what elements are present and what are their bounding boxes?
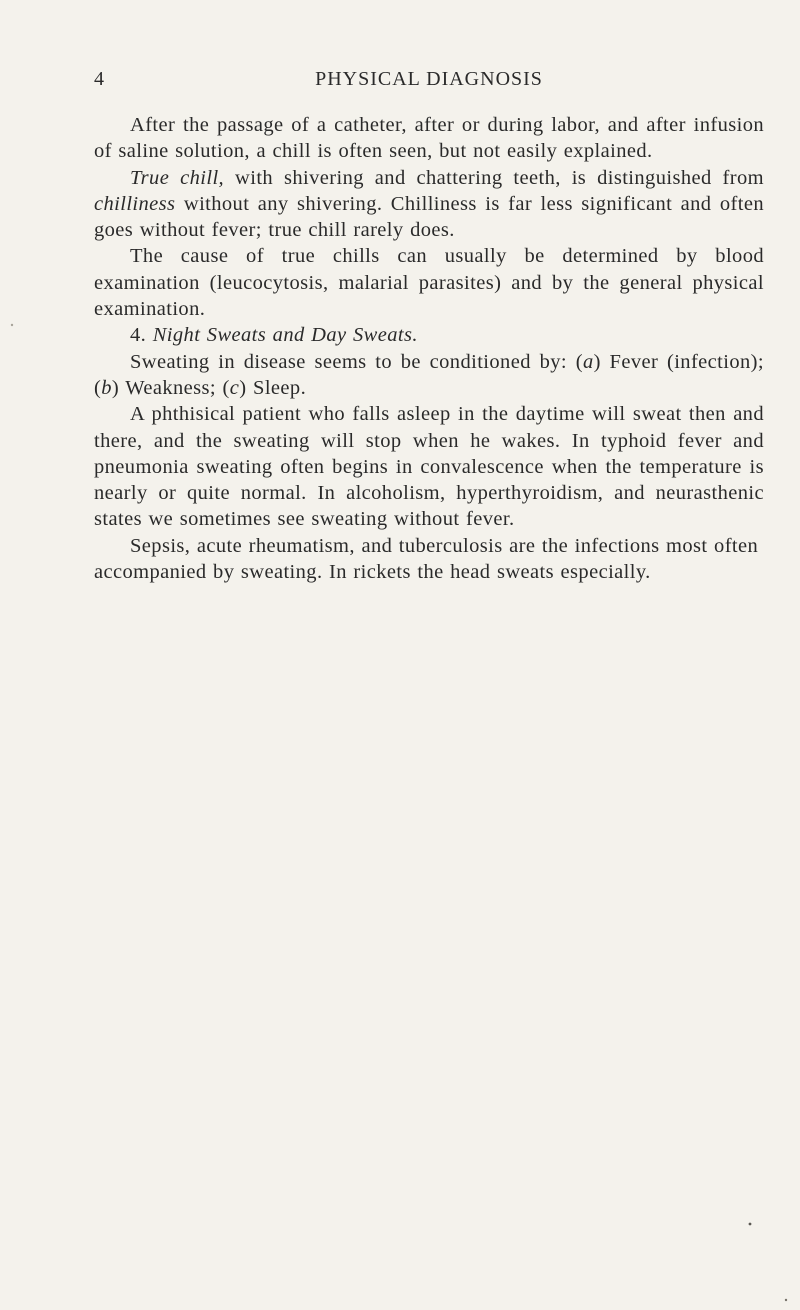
section-title: Night Sweats and Day Sweats. — [152, 324, 418, 347]
paragraph-phthisical-patient: A phthisical patient who falls asleep in the daytime will sweat then and there, and the sweating will stop when he wakes. In typhoid fever and pneumonia sweating often begins in convalescence when the temperature is nearly or quite normal. In alcoholism, hyperthyroidism, and neurasthenic states we sometimes see sweating without fever. — [94, 403, 764, 531]
paragraph-true-chill — [94, 165, 764, 244]
condition-sleep: ) Sleep. — [239, 376, 307, 399]
paragraph-catheter-chill: After the passage of a catheter, after or during labor, and after infusion of saline solution, a chill is often seen, but not easily explained. — [94, 114, 764, 163]
body-text — [94, 112, 764, 585]
page-number: 4 — [94, 68, 105, 90]
paper-speck — [785, 1299, 787, 1301]
sweating-lead: Sweating in disease seems to be conditioned by: ( — [130, 350, 583, 373]
running-head — [94, 68, 764, 96]
term-true-chill: True chill, — [130, 166, 225, 189]
term-chilliness: chilliness — [94, 192, 176, 215]
running-title: PHYSICAL DIAGNOSIS — [315, 68, 543, 90]
marker-c: c — [229, 376, 240, 399]
marker-a: a — [582, 350, 594, 373]
paper-speck — [749, 1223, 752, 1226]
paragraph-true-chill-text-1: with shivering and chattering teeth, is distinguished from — [224, 166, 764, 189]
condition-fever: ) Fever (infection); ( — [94, 350, 764, 399]
paragraph-cause-of-chills: The cause of true chills can usually be determined by blood examination (leucocytosis, malarial parasites) and by the general physical examination. — [94, 245, 764, 321]
section-heading — [94, 322, 764, 348]
paragraph-infections: Sepsis, acute rheumatism, and tuberculosis are the infections most often accompanied by sweating. In rickets the head sweats especially. — [94, 534, 759, 584]
paragraph-true-chill-text-2: without any shivering. Chilliness is far less significant and often goes without fever; true chill rarely does. — [94, 192, 764, 242]
paragraph-sweating-conditions — [94, 349, 764, 402]
paper-speck — [11, 324, 13, 326]
condition-weakness: ) Weakness; ( — [111, 376, 230, 399]
marker-b: b — [101, 376, 112, 399]
section-number: 4. — [130, 324, 147, 347]
